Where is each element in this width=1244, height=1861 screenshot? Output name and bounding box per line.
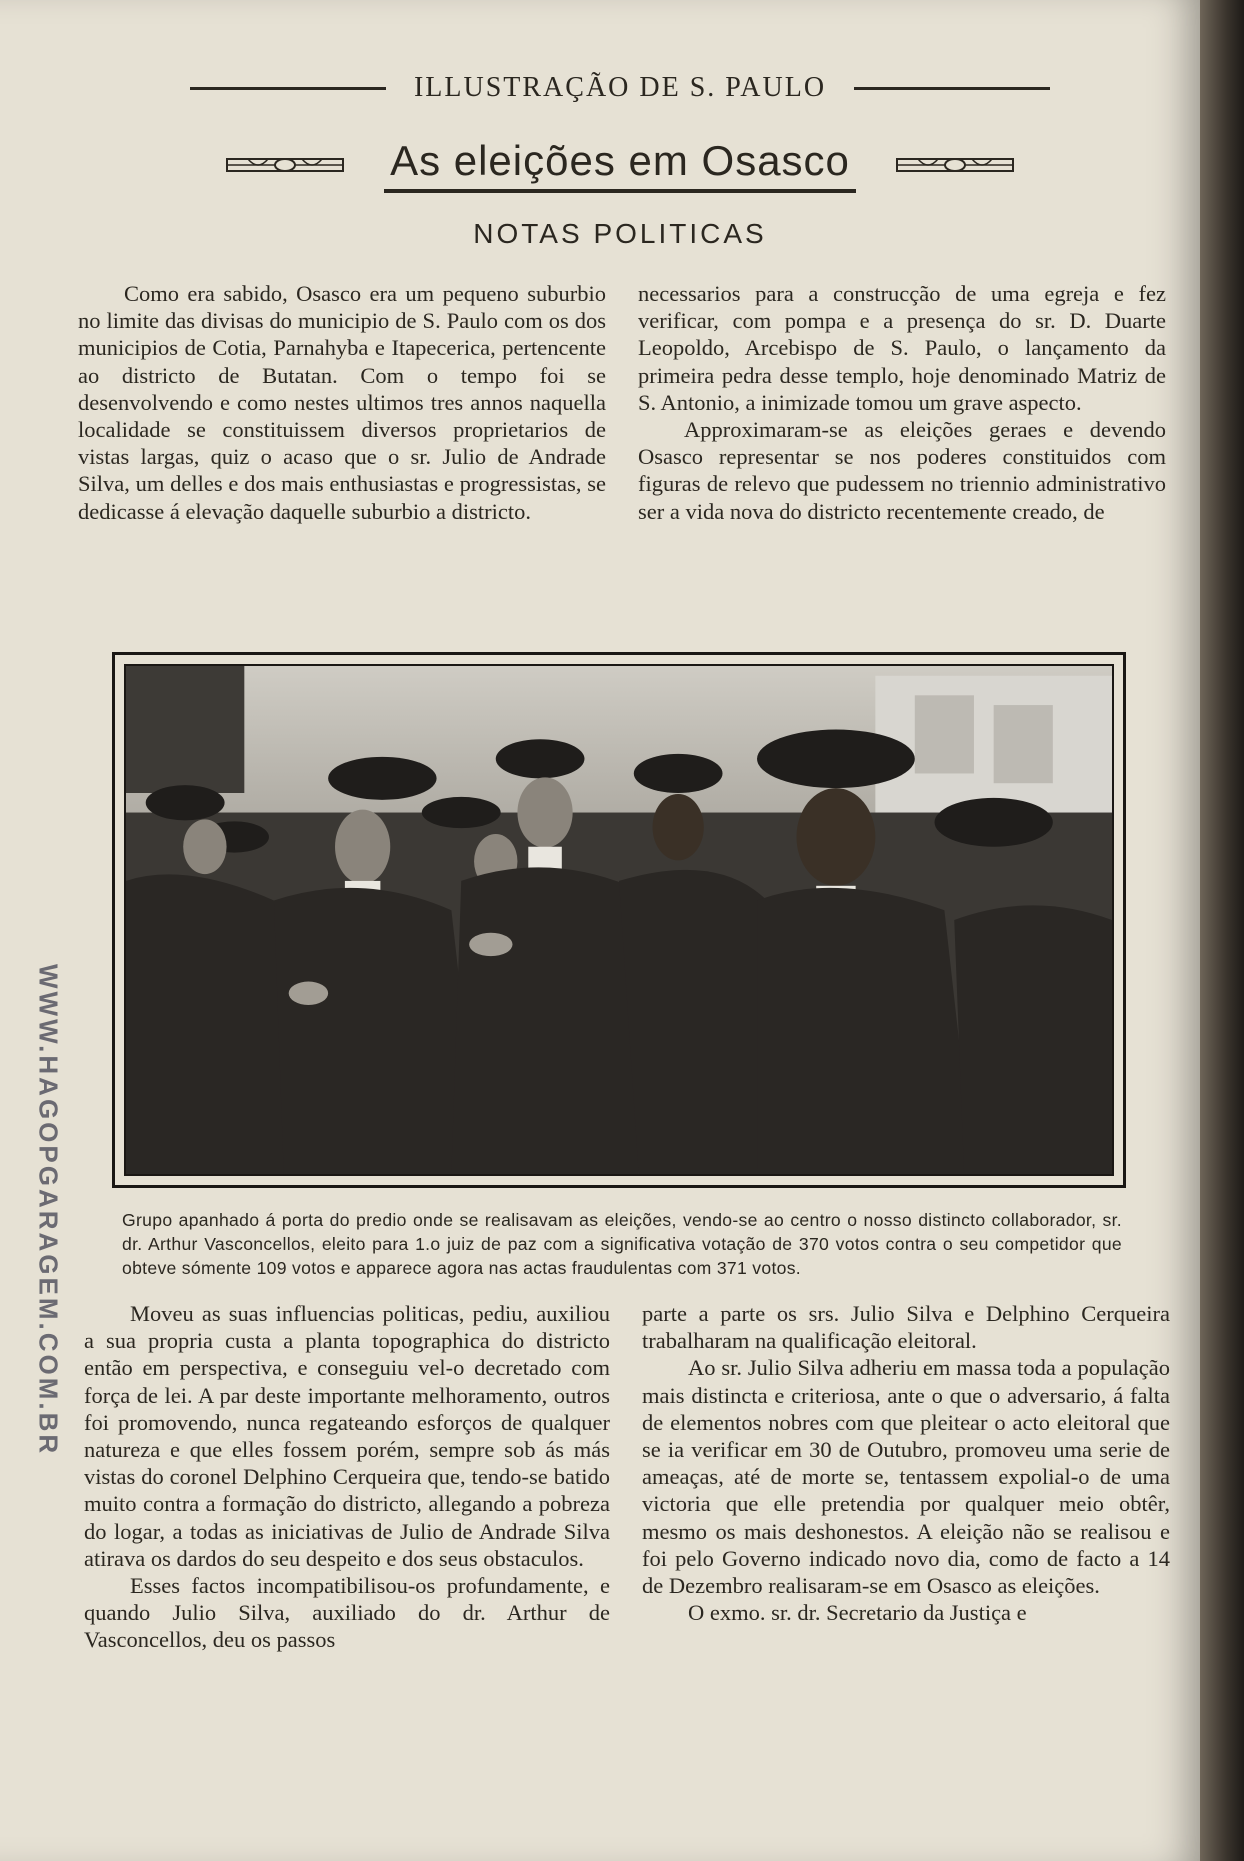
paragraph: Esses factos incompatibilisou-os profundamente, e quando Julio Silva, auxiliado do dr. Arthur de Vasconcellos, deu os passos	[84, 1573, 610, 1653]
headline-row	[200, 135, 1040, 195]
ornament-left-icon	[226, 154, 344, 176]
column-bottom-left	[84, 1300, 610, 1654]
paragraph: parte a parte os srs. Julio Silva e Delphino Cerqueira trabalharam na qualificação eleitoral.	[642, 1301, 1170, 1354]
masthead	[190, 70, 1050, 106]
paragraph: Approximaram-se as eleições geraes e devendo Osasco representar se nos poderes constituidos com figuras de relevo que pudessem no triennio administrativo ser a vida nova do districto recentemente creado, de	[638, 417, 1166, 524]
photograph	[124, 664, 1114, 1176]
ornament-right-icon	[896, 154, 1014, 176]
paragraph: O exmo. sr. dr. Secretario da Justiça e	[688, 1600, 1027, 1626]
page-edge	[1200, 0, 1244, 1861]
paragraph: Como era sabido, Osasco era um pequeno suburbio no limite das divisas do municipio de S. Paulo com os dos municipios de Cotia, Parnahyba e Itapecerica, pertencente ao districto de Butatan. Com o tempo foi se desenvolvendo e como nestes ultimos tres annos naquella localidade se constituissem diversos proprietarios de vistas largas, quiz o acaso que o sr. Julio de Andrade Silva, um delles e dos mais enthusiastas e progressistas, se dedicasse á elevação daquelle suburbio a districto.	[78, 281, 606, 524]
paragraph: Moveu as suas influencias politicas, pediu, auxiliou a sua propria custa a planta topographica do districto então em perspectiva, e conseguiu vel-o decretado com força de lei. A par deste importante melhoramento, outros foi promovendo, nunca regateando esforços de qualquer natureza e que elles fossem porém, sempre sob ás más vistas do coronel Delphino Cerqueira que, tendo-se batido muito contra a formação do districto, allegando a pobreza do logar, a todas as iniciativas de Julio de Andrade Silva atirava os dardos do seu despeito e dos seus obstaculos.	[84, 1301, 610, 1571]
masthead-rule-right	[854, 87, 1050, 90]
crowd-photo-icon	[126, 666, 1112, 1174]
masthead-title: ILLUSTRAÇÃO DE S. PAULO	[413, 72, 827, 103]
article-subtitle: NOTAS POLITICAS	[473, 218, 767, 249]
paragraph: Ao sr. Julio Silva adheriu em massa toda a população mais distincta e criteriosa, ante o que o adversario, á falta de elementos nobres com que pleitear o acto eleitoral que se ia verificar em 30 de Outubro, promoveu uma serie de ameaças, até de morte se, tentassem expolial-o de uma victoria que elle pretendia por qualquer meio obtêr, mesmo os mais deshonestos. A eleição não se realisou e foi pelo Governo indicado novo dia, como de facto a 14 de Dezembro realisaram-se em Osasco as eleições.	[642, 1355, 1170, 1599]
article-title: As eleições em Osasco	[384, 137, 856, 193]
column-top-left	[78, 280, 606, 525]
column-bottom-right	[642, 1300, 1170, 1626]
paragraph: necessarios para a construcção de uma egreja e fez verificar, com pompa e a presença do sr. D. Duarte Leopoldo, Arcebispo de S. Paulo, o lançamento da primeira pedra desse templo, hoje denominado Matriz de S. Antonio, a inimizade tomou um grave aspecto.	[638, 281, 1166, 415]
photo-frame	[112, 652, 1126, 1188]
watermark: WWW.HAGOPGARAGEM.COM.BR	[33, 963, 64, 1457]
column-top-right	[638, 280, 1166, 525]
masthead-rule-left	[190, 87, 386, 90]
photo-caption: Grupo apanhado á porta do predio onde se realisavam as eleições, vendo-se ao centro o nosso distincto collaborador, sr. dr. Arthur Vasconcellos, eleito para 1.o juiz de paz com a significativa votação de 370 votos contra o seu competidor que obteve sómente 109 votos e apparece agora nas actas fraudulentas com 371 votos.	[122, 1210, 1122, 1278]
